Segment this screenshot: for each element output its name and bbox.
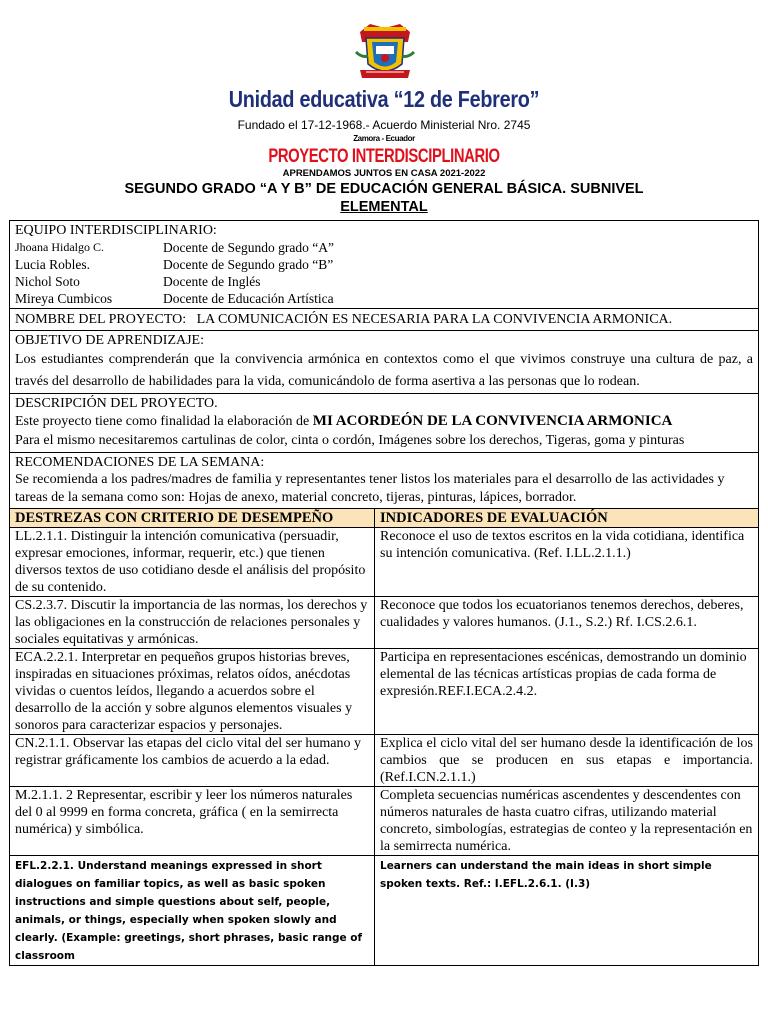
skills-table-row [10,648,758,734]
recommendations-section [10,452,758,508]
skill-cell: M.2.1.1. 2 Representar, escribir y leer los números naturales del 0 al 9999 en forma concreta, gráfica ( en la semirrecta numérica) y simbólica. [10,787,375,855]
skill-cell: LL.2.1.1. Distinguir la intención comunicativa (persuadir, expresar emociones, informar, requerir, etc.) que tienen diversos textos de uso cotidiano desde el análisis del propósito de su contenido. [10,528,375,596]
project-name-row [10,308,758,330]
founding-info: Fundado el 17-12-1968.- Acuerdo Ministerial Nro. 2745 [237,118,531,132]
skills-table-row [10,596,758,648]
team-member-role: Docente de Educación Artística [163,291,334,306]
description-intro: Este proyecto tiene como finalidad la elaboración de [15,414,310,429]
school-crest-logo [352,18,418,84]
team-member-role: Docente de Segundo grado “B” [163,257,334,272]
indicator-cell: Completa secuencias numéricas ascendentes y descendentes con números naturales de hasta cuatro cifras, utilizando material concreto, simbologías, estrategias de conteo y la representación en la semirrecta numérica. [380,788,753,854]
grade-heading-line1: SEGUNDO GRADO “A Y B” DE EDUCACIÓN GENERAL BÁSICA. SUBNIVEL [124,181,644,197]
description-highlight: MI ACORDEÓN DE LA CONVIVENCIA ARMONICA [312,413,673,429]
team-member [15,290,753,307]
skills-table-row [10,786,758,855]
team-member [15,256,753,273]
grade-heading-line2: ELEMENTAL [340,199,428,215]
project-table [9,220,759,966]
skills-table-row [10,855,758,965]
indicator-cell: Explica el ciclo vital del ser humano desde la identificación de los cambios que se producen en sus etapas e importancia. (Ref.I.CN.2.1.1.) [380,736,753,785]
description-intro-line [15,412,753,431]
description-label: DESCRIPCIÓN DEL PROYECTO. [15,396,218,411]
column-header-indicators: INDICADORES DE EVALUACIÓN [380,510,608,526]
team-member-name: Jhoana Hidalgo C. [15,240,104,254]
team-member [15,239,753,256]
description-section [10,393,758,452]
recommendations-text: Se recomienda a los padres/madres de familia y representantes tener listos los materiales para el desarrollo de las actividades y tareas de la semana como son: Hojas de anexo, material concreto, tijeras, pinturas, lápices, borrador. [15,472,725,505]
location: Zamora - Ecuador [353,134,415,143]
skill-cell: ECA.2.2.1. Interpretar en pequeños grupos historias breves, inspiradas en situaciones próximas, relatos oídos, anécdotas vividas o cuentos leídos, llegando a acuerdos sobre el desarrollo de la acción y sobre algunos elementos visuales y sonoros para caracterizar espacios y personajes. [10,649,375,734]
indicator-cell: Reconoce que todos los ecuatorianos tenemos derechos, deberes, cualidades y valores humanos. (J.1., S.2.) Rf. I.CS.2.6.1. [380,598,744,630]
description-materials: Para el mismo necesitaremos cartulinas de color, cinta o cordón, Imágenes sobre los derechos, Tigeras, goma y pinturas [15,433,685,448]
team-member-role: Docente de Inglés [163,274,261,289]
skills-table-row [10,527,758,596]
program-subtitle: APRENDAMOS JUNTOS EN CASA 2021-2022 [282,168,486,179]
recommendations-label: RECOMENDACIONES DE LA SEMANA: [15,455,265,470]
team-member-role: Docente de Segundo grado “A” [163,240,334,255]
objective-section [10,330,758,393]
team-member-name: Mireya Cumbicos [15,291,113,306]
skills-table-header [10,508,758,527]
project-name-label: NOMBRE DEL PROYECTO: [15,312,187,327]
column-header-skills: DESTREZAS CON CRITERIO DE DESEMPEÑO [10,509,375,527]
skill-cell: CN.2.1.1. Observar las etapas del ciclo vital del ser humano y registrar gráficamente los cambios de acuerdo a la edad. [10,735,375,786]
indicator-cell: Reconoce el uso de textos escritos en la vida cotidiana, identifica su intención comunicativa. (Ref. I.LL.2.1.1.) [380,529,745,561]
team-title: EQUIPO INTERDISCIPLINARIO: [15,223,217,238]
skills-table-row [10,734,758,786]
school-name: Unidad educativa “12 de Febrero” [228,86,540,112]
grade-heading [0,180,768,216]
project-name-value: LA COMUNICACIÓN ES NECESARIA PARA LA CONVIVENCIA ARMONICA. [196,312,673,327]
team-member-name: Nichol Soto [15,274,80,289]
skill-cell: EFL.2.2.1. Understand meanings expressed in short dialogues on familiar topics, as well as basic spoken instructions and simple questions about self, people, animals, or things, especially when spoken slowly and clearly. (Example: greetings, short phrases, basic range of classroom [10,856,375,965]
objective-text: Los estudiantes comprenderán que la convivencia armónica en contextos como el que vivimos construye una cultura de paz, a través del desarrollo de habilidades para la vida, comunicándolo de forma asertiva a las personas que lo rodean. [15,352,753,389]
team-section [10,221,758,308]
team-member-name: Lucia Robles. [15,257,90,272]
skill-cell: CS.2.3.7. Discutir la importancia de las normas, los derechos y las obligaciones en la construcción de relaciones personales y sociales equitativas y armónicas. [10,597,375,648]
project-type-title: PROYECTO INTERDISCIPLINARIO [268,146,500,167]
indicator-cell: Learners can understand the main ideas in short simple spoken texts. Ref.: I.EFL.2.6.1. (I.3) [380,860,712,890]
indicator-cell: Participa en representaciones escénicas, demostrando un dominio elemental de las técnicas artísticas propias de cada forma de expresión.REF.I.ECA.2.4.2. [380,650,747,699]
team-member [15,273,753,290]
objective-label: OBJETIVO DE APRENDIZAJE: [15,333,204,348]
